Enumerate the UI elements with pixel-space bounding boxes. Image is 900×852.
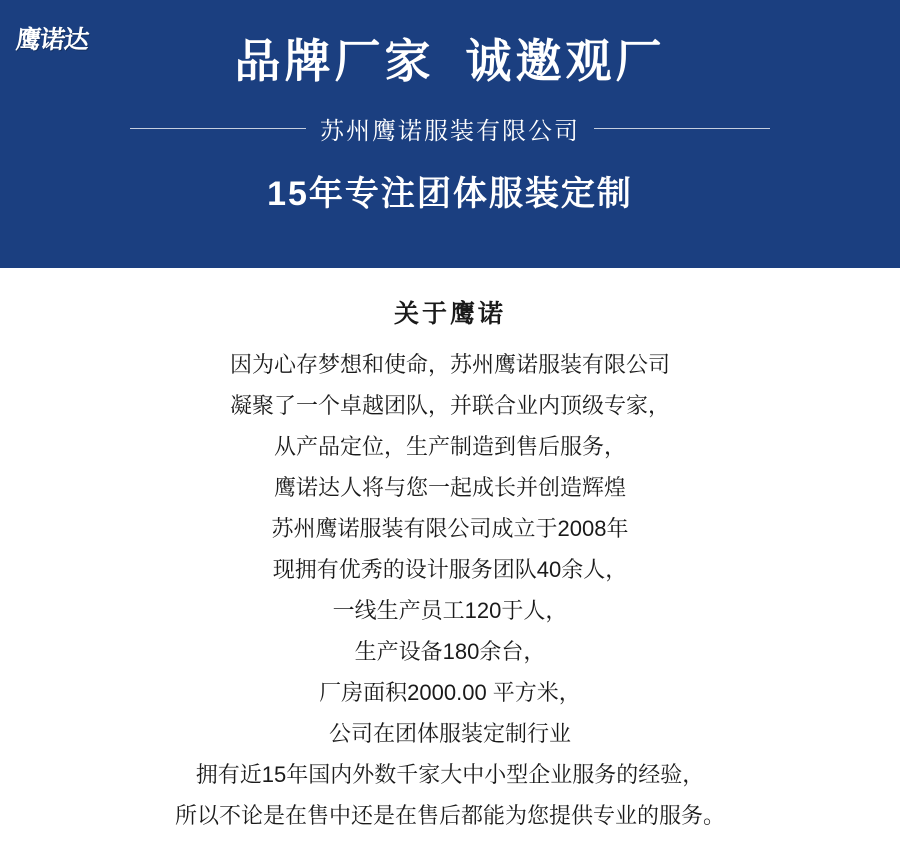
banner-tagline: 15年专注团体服装定制 — [267, 174, 633, 213]
banner-title: 品牌厂家 诚邀观厂 — [234, 36, 666, 87]
about-line: 现拥有优秀的设计服务团队40余人， — [272, 557, 628, 582]
about-line: 所以不论是在售中还是在售后都能为您提供专业的服务。 — [174, 803, 725, 828]
about-line: 从产品定位，生产制造到售后服务， — [273, 434, 626, 459]
about-line: 凝聚了一个卓越团队，并联合业内顶级专家， — [229, 393, 670, 418]
banner-subtitle-row — [130, 111, 770, 146]
about-line: 一线生产员工120于人， — [332, 598, 568, 623]
about-line: 苏州鹰诺服装有限公司成立于2008年 — [271, 516, 629, 541]
banner-subtitle: 苏州鹰诺服装有限公司 — [320, 117, 580, 145]
about-line: 拥有近15年国内外数千家大中小型企业服务的经验， — [195, 762, 705, 787]
divider-left — [130, 128, 306, 129]
brand-logo — [16, 16, 126, 64]
about-line: 鹰诺达人将与您一起成长并创造辉煌 — [273, 475, 626, 500]
about-title: 关于鹰诺 — [393, 300, 506, 328]
about-line: 公司在团体服装定制行业 — [328, 721, 571, 746]
brand-logo-text: 鹰诺达 — [14, 26, 90, 54]
divider-right — [594, 128, 770, 129]
about-body — [20, 344, 880, 836]
about-line: 因为心存梦想和使命，苏州鹰诺服装有限公司 — [229, 352, 670, 377]
hero-banner — [0, 0, 900, 268]
about-line: 厂房面积2000.00 平方米， — [319, 680, 581, 705]
about-section — [0, 268, 900, 852]
about-line: 生产设备180余台， — [354, 639, 546, 664]
